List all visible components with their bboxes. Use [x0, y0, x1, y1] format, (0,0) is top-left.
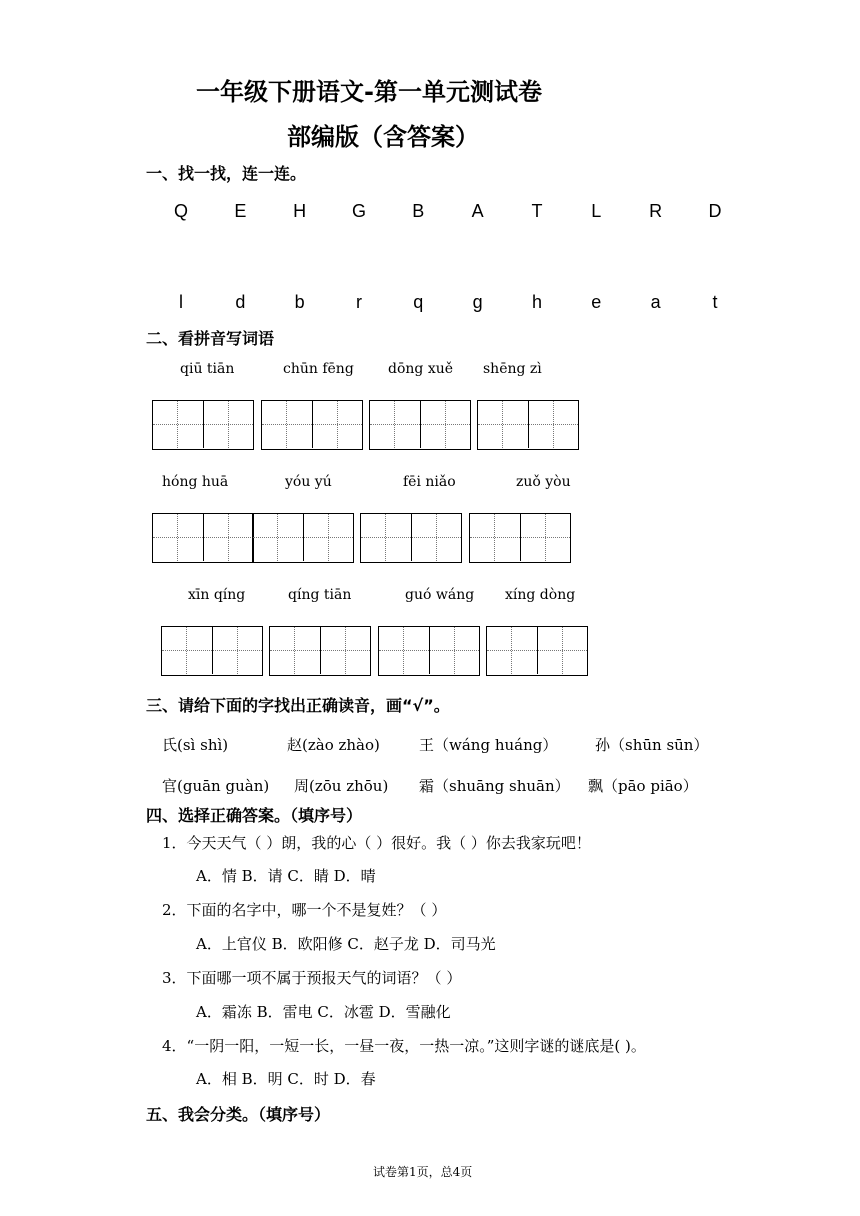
reading-choice[interactable]: 飘（pāo piāo）	[588, 777, 698, 795]
writing-box[interactable]	[161, 626, 263, 676]
uppercase-letter[interactable]: H	[293, 201, 307, 221]
lowercase-letter[interactable]: d	[235, 292, 246, 312]
lowercase-letter[interactable]: g	[472, 292, 483, 312]
pinyin-label: fēi niǎo	[403, 474, 456, 490]
page-title-line1: 一年级下册语文-第一单元测试卷	[196, 78, 542, 106]
writing-box[interactable]	[252, 513, 354, 563]
section5-heading: 五、我会分类。（填序号）	[146, 1105, 331, 1124]
uppercase-letter[interactable]: L	[591, 201, 602, 221]
lowercase-letter[interactable]: t	[712, 292, 718, 312]
writing-box[interactable]	[469, 513, 571, 563]
question-2: 2．下面的名字中，哪一个不是复姓？（ ）	[162, 901, 447, 919]
section2-heading: 二、看拼音写词语	[146, 329, 275, 348]
page-footer: 试卷第1页，总4页	[373, 1165, 473, 1179]
question-3: 3．下面哪一项不属于预报天气的词语？（ ）	[162, 969, 462, 987]
reading-choice[interactable]: 孙（shūn sūn）	[595, 736, 709, 754]
uppercase-letter[interactable]: G	[351, 201, 366, 221]
uppercase-letter[interactable]: E	[234, 201, 247, 221]
writing-box[interactable]	[269, 626, 371, 676]
lowercase-letters-row	[170, 292, 726, 313]
lowercase-letter[interactable]: q	[413, 292, 424, 312]
reading-choice[interactable]: 赵(zào zhào)	[287, 736, 380, 754]
writing-box[interactable]	[369, 400, 471, 450]
section1-heading: 一、找一找，连一连。	[146, 164, 307, 183]
pinyin-label: yóu yú	[285, 474, 332, 490]
pinyin-label: xíng dòng	[505, 587, 576, 603]
writing-box[interactable]	[261, 400, 363, 450]
lowercase-letter[interactable]: e	[591, 292, 602, 312]
section4-heading: 四、选择正确答案。（填序号）	[146, 806, 363, 825]
uppercase-letter[interactable]: R	[649, 201, 663, 221]
pinyin-label: qíng tiān	[288, 587, 352, 603]
pinyin-label: xīn qíng	[188, 587, 246, 603]
uppercase-letter[interactable]: A	[471, 201, 484, 221]
uppercase-letter[interactable]: T	[531, 201, 543, 221]
writing-box[interactable]	[360, 513, 462, 563]
lowercase-letter[interactable]: a	[650, 292, 661, 312]
writing-box[interactable]	[486, 626, 588, 676]
page-title-line2: 部编版（含答案）	[287, 123, 479, 151]
writing-box[interactable]	[152, 400, 254, 450]
reading-choice[interactable]: 周(zōu zhōu)	[294, 777, 389, 795]
uppercase-letter[interactable]: D	[708, 201, 722, 221]
question-4-options[interactable]: A．相 B．明 C．时 D．春	[196, 1070, 376, 1088]
question-3-options[interactable]: A．霜冻 B．雷电 C．冰雹 D．雪融化	[196, 1003, 451, 1021]
reading-choice[interactable]: 王（wáng huáng）	[419, 736, 558, 754]
pinyin-label: hóng huā	[162, 474, 229, 490]
lowercase-letter[interactable]: l	[179, 292, 183, 312]
writing-box[interactable]	[152, 513, 254, 563]
question-2-options[interactable]: A．上官仪 B．欧阳修 C．赵子龙 D．司马光	[196, 935, 496, 953]
pinyin-label: guó wáng	[405, 587, 475, 603]
lowercase-letter[interactable]: b	[294, 292, 305, 312]
reading-choice[interactable]: 官(guān guàn)	[162, 777, 270, 795]
lowercase-letter[interactable]: r	[355, 292, 362, 312]
section3-heading: 三、请给下面的字找出正确读音，画“√”。	[146, 696, 450, 715]
writing-box[interactable]	[378, 626, 480, 676]
pinyin-label: dōng xuě	[388, 361, 454, 377]
pinyin-label: zuǒ yòu	[516, 474, 571, 490]
reading-choice[interactable]: 氏(sì shì)	[162, 736, 229, 754]
uppercase-letter[interactable]: B	[412, 201, 425, 221]
uppercase-letters-row	[170, 201, 726, 222]
writing-box[interactable]	[477, 400, 579, 450]
reading-choice[interactable]: 霜（shuāng shuān）	[419, 777, 570, 795]
lowercase-letter[interactable]: h	[531, 292, 542, 312]
uppercase-letter[interactable]: Q	[173, 201, 188, 221]
pinyin-label: shēng zì	[483, 361, 542, 377]
question-1-options[interactable]: A．情 B．请 C．睛 D．晴	[196, 867, 376, 885]
question-1: 1．今天天气（ ）朗，我的心（ ）很好。我（ ）你去我家玩吧！	[162, 834, 591, 852]
question-4: 4．“一阴一阳，一短一长，一昼一夜，一热一凉。”这则字谜的谜底是( )。	[162, 1037, 646, 1055]
pinyin-label: qiū tiān	[180, 361, 235, 377]
pinyin-label: chūn fēng	[283, 361, 354, 377]
